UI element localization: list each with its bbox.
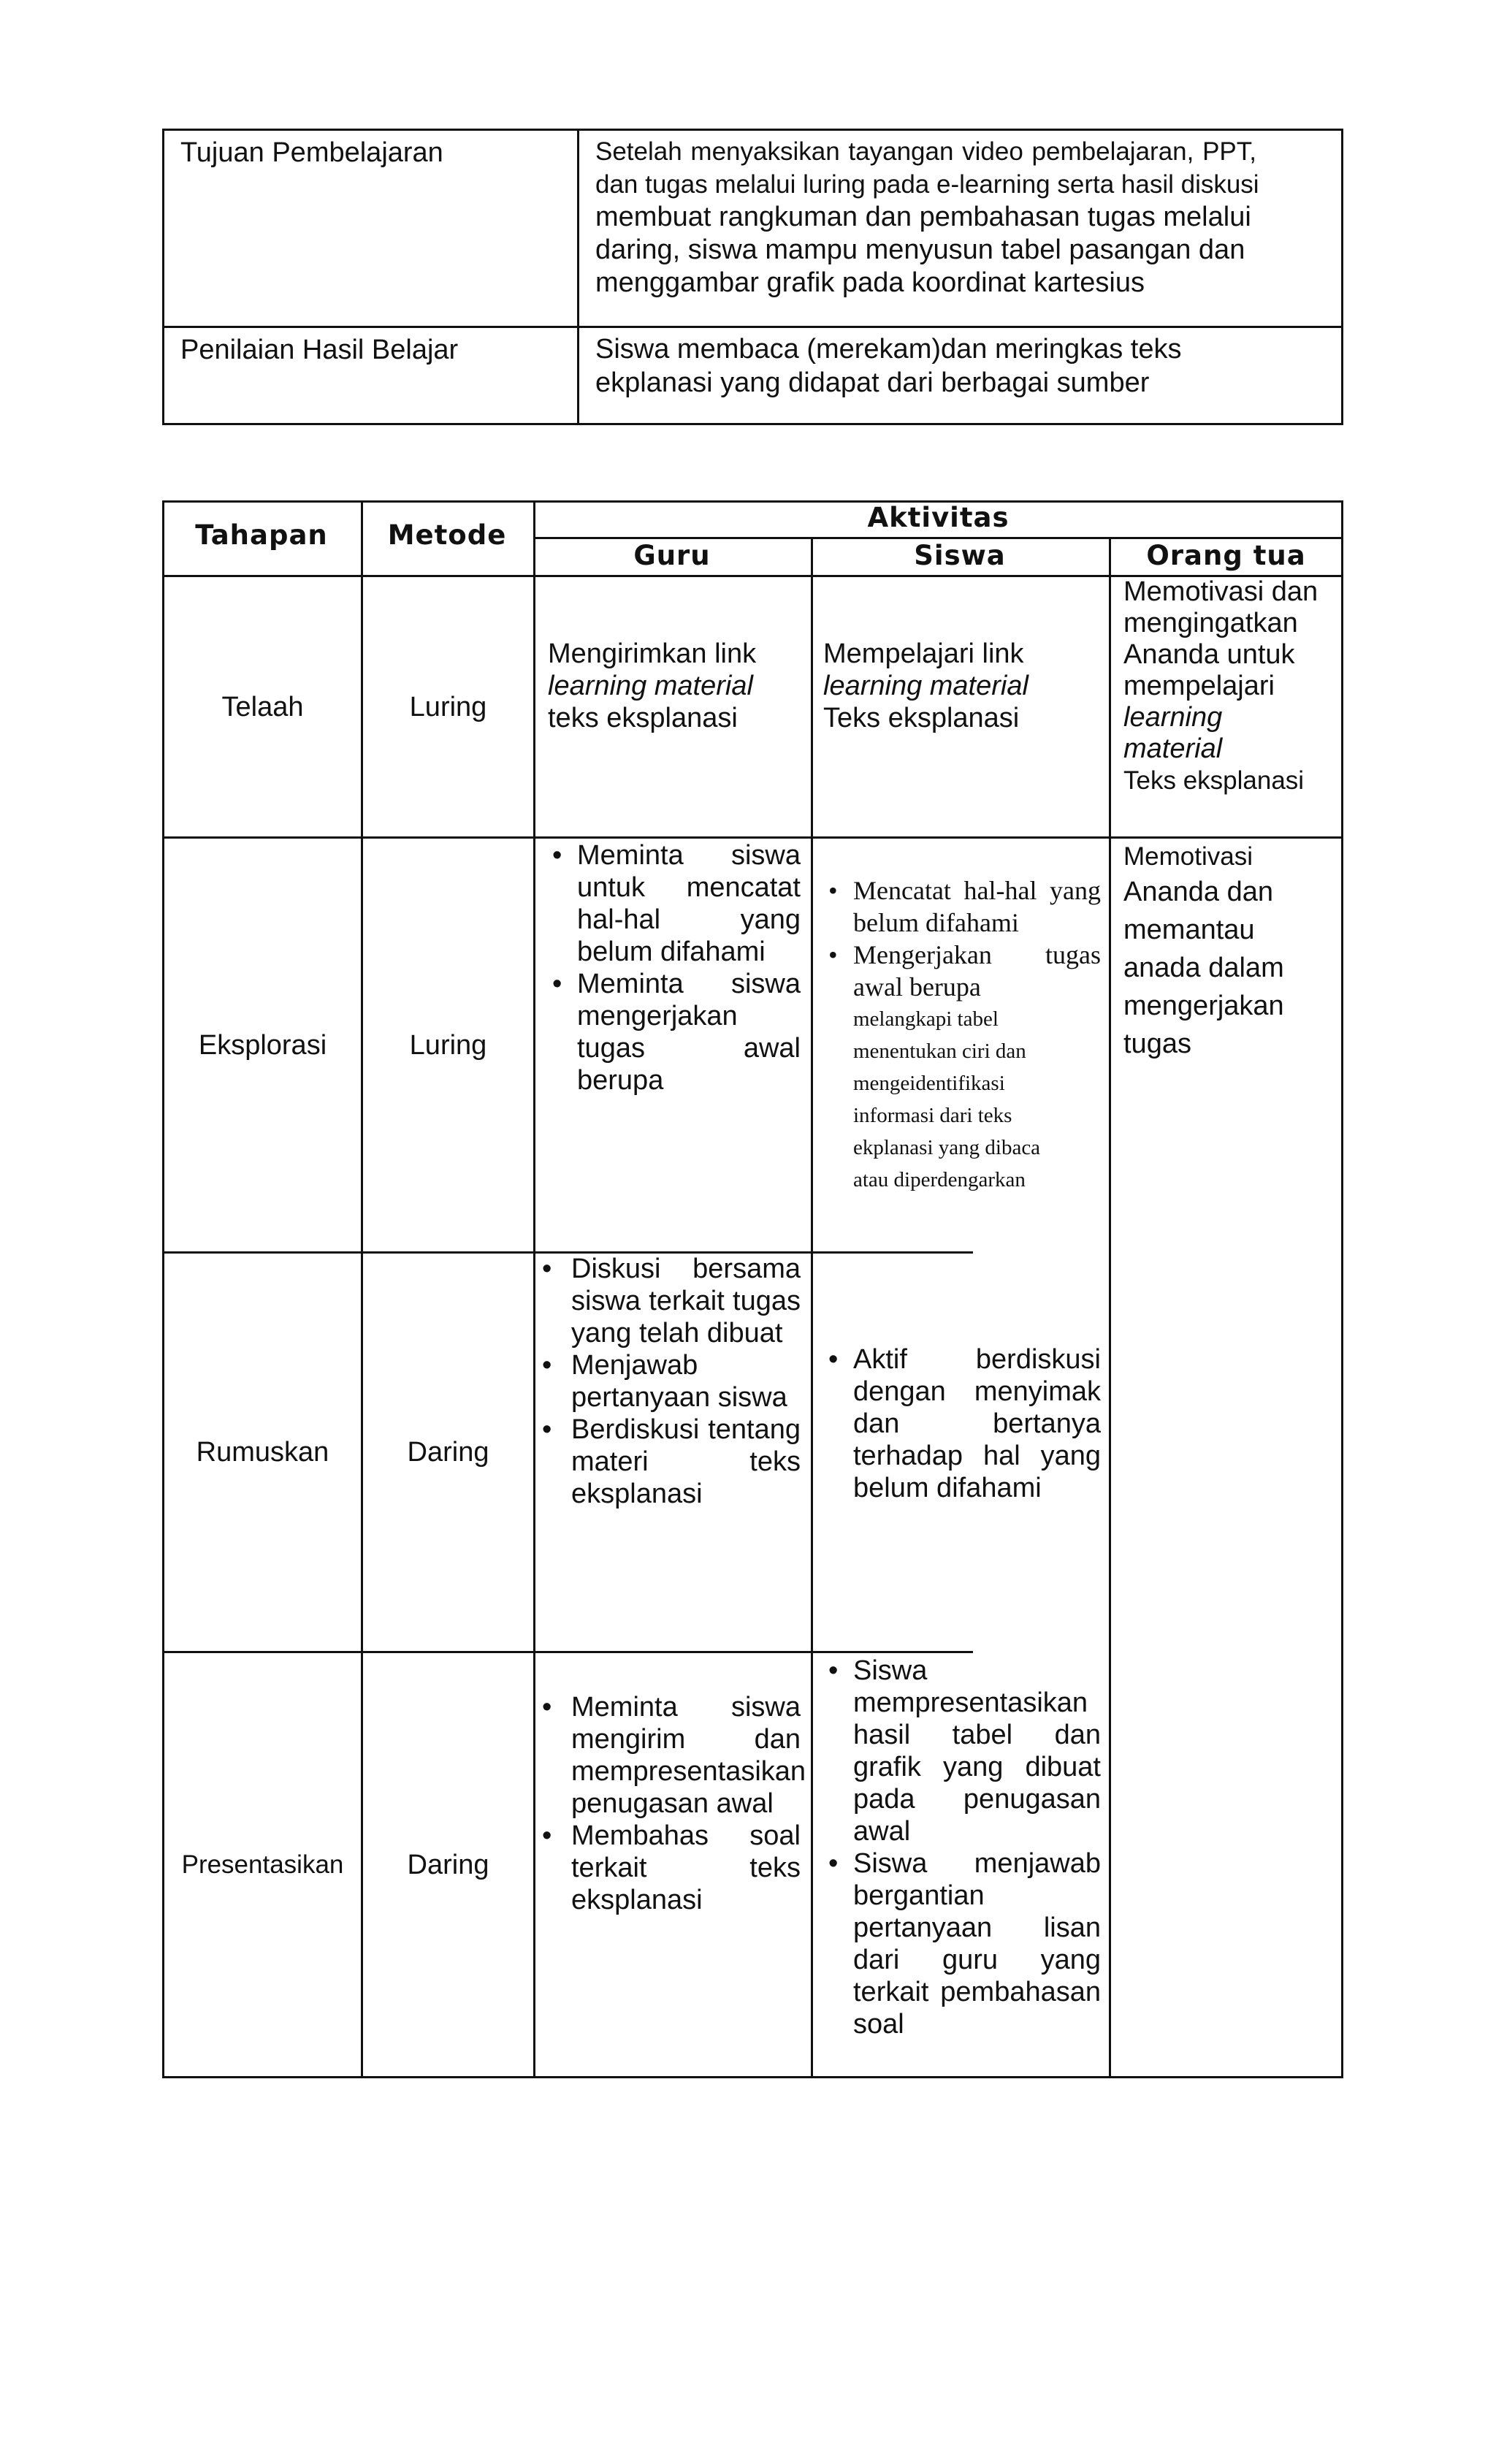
header-metode: Metode bbox=[387, 519, 507, 551]
guru-cell: Mengirimkan link learning material teks eksplanasi bbox=[548, 638, 757, 733]
tahapan-cell: Rumuskan bbox=[196, 1437, 329, 1468]
learning-objectives-table bbox=[162, 129, 1343, 425]
tahapan-cell: Eksplorasi bbox=[198, 1029, 327, 1061]
header-tahapan: Tahapan bbox=[195, 519, 328, 551]
row-value: Setelah menyaksikan tayangan video pembelajaran, PPT, dan tugas melalui luring pada e-learning serta hasil diskusi membuat rangkuman dan pembahasan tugas melalui daring, siswa mampu menyusun tabel pasangan dan menggambar grafik pada koordinat kartesius bbox=[595, 137, 1259, 298]
list-item: • Diskusi bersama siswa terkait tugas yang telah dibuat bbox=[533, 1253, 801, 1349]
orang-tua-cell: Memotivasi dan mengingatkan Ananda untuk mempelajari learning material Teks eksplanasi bbox=[1123, 576, 1318, 795]
row-label: Penilaian Hasil Belajar bbox=[180, 335, 459, 365]
header-aktivitas: Aktivitas bbox=[867, 502, 1010, 533]
activity-table bbox=[162, 500, 1343, 2078]
row-value: Siswa membaca (merekam)dan meringkas teks ekplanasi yang didapat dari berbagai sumber bbox=[595, 334, 1182, 398]
siswa-cell: Mempelajari link learning material Teks eksplanasi bbox=[823, 638, 1028, 733]
table-row bbox=[164, 328, 1341, 423]
list-item: • Mencatat hal-hal yang belum difahami bbox=[820, 874, 1101, 939]
header-orang-tua: Orang tua bbox=[1146, 540, 1306, 571]
table-row bbox=[164, 131, 1341, 328]
header-siswa: Siswa bbox=[914, 540, 1006, 571]
list-item: • Menjawab pertanyaan siswa bbox=[533, 1349, 801, 1414]
guru-cell bbox=[543, 839, 801, 1096]
tahapan-cell: Presentasikan bbox=[181, 1850, 344, 1879]
row-label: Tujuan Pembelajaran bbox=[180, 137, 443, 168]
list-item: • Berdiskusi tentang materi teks eksplanasi bbox=[533, 1414, 801, 1510]
guru-cell bbox=[533, 1691, 806, 1916]
list-item: • Siswa mempresentasikan hasil tabel dan grafik yang dibuat pada penugasan awal bbox=[820, 1655, 1101, 1847]
orang-tua-cell: Memotivasi Ananda dan memantau anada dalam mengerjakan tugas bbox=[1123, 842, 1284, 1059]
list-item: • Aktif berdiskusi dengan menyimak dan bertanya terhadap hal yang belum difahami bbox=[820, 1343, 1101, 1504]
list-item: • Meminta siswa untuk mencatat hal-hal yang belum difahami bbox=[543, 839, 801, 968]
siswa-task-details: melangkapi tabel menentukan ciri dan mengeidentifikasi informasi dari teks ekplanasi yang dibaca atau diperdengarkan bbox=[853, 1007, 1041, 1191]
metode-cell: Luring bbox=[409, 691, 487, 722]
siswa-cell bbox=[820, 874, 1101, 1196]
metode-cell: Daring bbox=[407, 1437, 489, 1468]
list-item: • Siswa menjawab bergantian pertanyaan lisan dari guru yang terkait pembahasan soal bbox=[820, 1847, 1101, 2040]
tahapan-cell: Telaah bbox=[221, 691, 304, 722]
header-guru: Guru bbox=[633, 540, 711, 571]
metode-cell: Luring bbox=[409, 1029, 487, 1061]
siswa-cell bbox=[820, 1655, 1101, 2040]
metode-cell: Daring bbox=[407, 1849, 489, 1880]
list-item: • Meminta siswa mengerjakan tugas awal berupa bbox=[543, 968, 801, 1096]
siswa-cell bbox=[820, 1343, 1101, 1504]
guru-cell bbox=[533, 1253, 801, 1510]
list-item: • Meminta siswa mengirim dan mempresentasikan penugasan awal bbox=[533, 1691, 801, 1820]
list-item: • Membahas soal terkait teks eksplanasi bbox=[533, 1820, 801, 1916]
list-item: • Mengerjakan tugas awal berupa bbox=[820, 939, 1101, 1003]
